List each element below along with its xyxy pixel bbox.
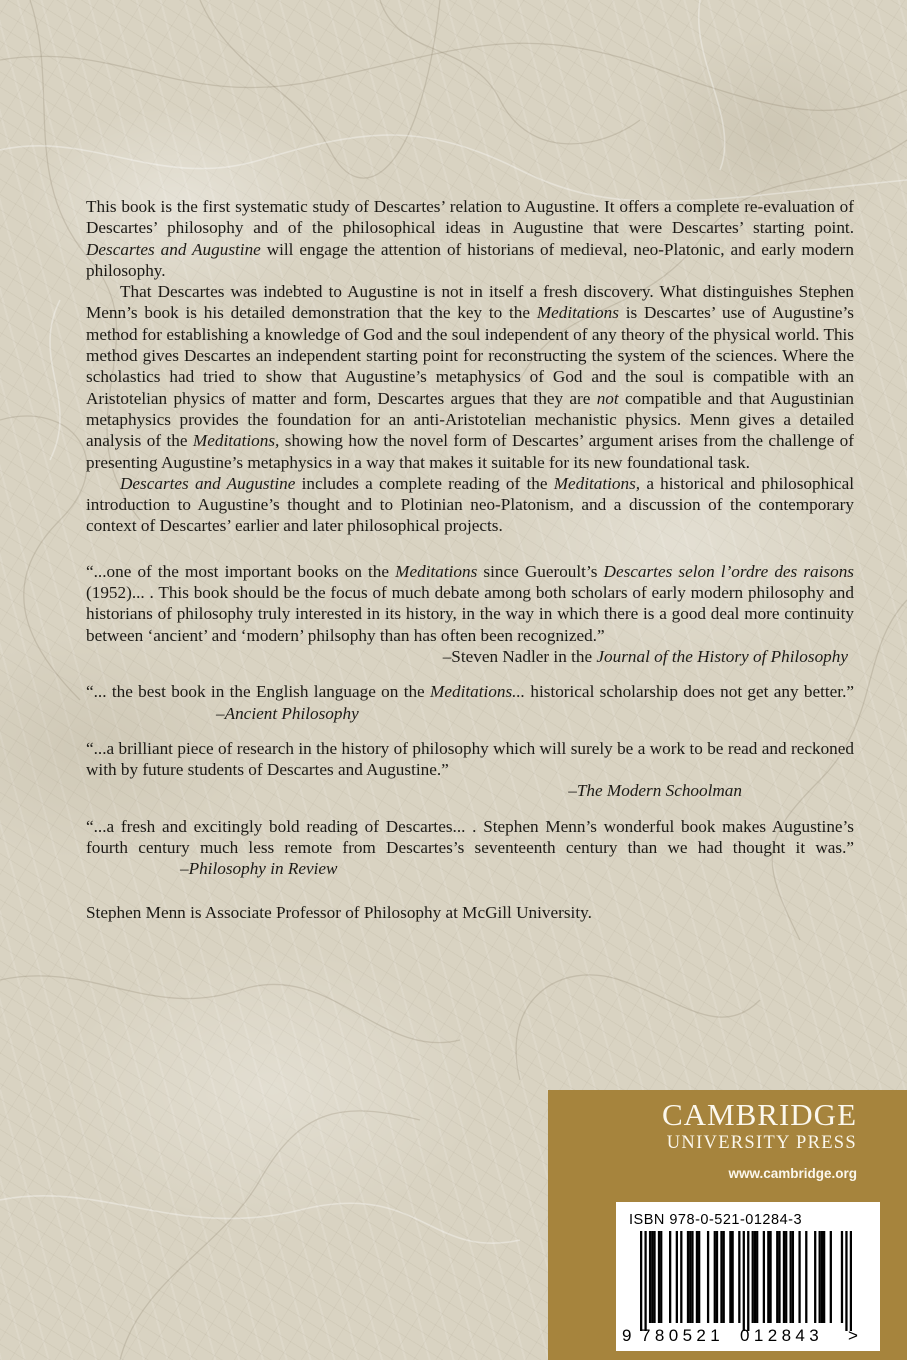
barcode-bar [738,1231,740,1323]
review-attribution: –Ancient Philosophy [216,703,359,723]
barcode-bar [756,1231,758,1323]
barcode-bar [707,1231,709,1323]
barcode-bar [640,1231,642,1331]
barcode-bar [689,1231,691,1323]
barcode-bar [830,1231,832,1323]
barcode-bar [763,1231,765,1323]
barcode-bar [723,1231,725,1323]
barcode-arrow: > [848,1326,858,1345]
barcode-bar [731,1231,733,1323]
review-quote: “...one of the most important books on the Meditations since Gueroult’s Descartes selon l’ordre des raisons (1952)... . This book should be the focus of much debate among both scholars of early modern philosophy and historians of philosophy truly interested in its history, in the way in which there is a good deal more continuity between ‘ancient’ and ‘modern’ philsophy than has often been recognized.” [86,561,854,645]
review-attribution: –Steven Nadler in the Journal of the History of Philosophy [442,646,848,666]
barcode-bar [814,1231,816,1323]
barcode-bar [653,1231,655,1323]
barcode-bar [850,1231,852,1331]
barcode [640,1231,852,1331]
isbn-label: ISBN 978-0-521-01284-3 [629,1212,803,1228]
barcode-bar [691,1231,693,1323]
barcode-bar [769,1231,771,1323]
barcode-bar [845,1231,847,1331]
review-3 [86,738,854,802]
barcode-bar [805,1231,807,1323]
barcode-bar [747,1231,749,1331]
barcode-bar [660,1231,662,1323]
description-paragraph-1: This book is the first systematic study of Descartes’ relation to Augustine. It offers a complete re-evaluation of Descartes’ philosophy and of the philosophical ideas in Augustine that were Descartes’ starting point. Descartes and Augustine will engage the attention of historians of medieval, neo-Platonic, and early modern philosophy. [86,197,854,280]
barcode-bar [649,1231,651,1323]
description-paragraph-3: Descartes and Augustine includes a complete reading of the Meditations, a historical and philosophical introduction to Augustine’s thought and to Plotinian neo-Platonism, and a discussion of the contemporary context of Descartes’ earlier and later philosophical projects. [86,473,854,536]
review-attribution: –The Modern Schoolman [568,781,742,801]
barcode-bar [823,1231,825,1323]
review-quote: “...a fresh and excitingly bold reading of Descartes... . Stephen Menn’s wonderful book makes Augustine’s fourth century much less remote from Descartes’s seventeenth century than we had thought it was.”–Philosophy in Review [86,816,854,879]
review-4 [86,816,854,880]
barcode-right-digits: 012843 [740,1326,824,1345]
barcode-bar [776,1231,778,1323]
barcode-bar [792,1231,794,1323]
barcode-bar [714,1231,716,1323]
barcode-bar [819,1231,821,1323]
barcode-bar [687,1231,689,1323]
barcode-bar [821,1231,823,1323]
review-attribution: –Philosophy in Review [180,859,338,879]
barcode-bar [669,1231,671,1323]
description-paragraph-2: That Descartes was indebted to Augustine is not in itself a fresh discovery. What distinguishes Stephen Menn’s book is his detailed demonstration that the key to the Meditations is Descartes’ use of Augustine’s method for establishing a knowledge of God and the soul independent of any theory of the physical world. This method gives Descartes an independent starting point for reconstructing the system of the sciences. Where the scholastics had tried to show that Augustine’s metaphysics of God and the soul is compatible with an Aristotelian physics of matter and form, Descartes argues that they are not compatible and that Augustinian metaphysics provides the foundation for an anti-Aristotelian mechanistic physics. Menn gives a detailed analysis of the Meditations, showing how the novel form of Descartes’ argument arises from the challenge of presenting Augustine’s metaphysics in a way that makes it suitable for its new foundational task. [86,282,854,472]
publisher-name: CAMBRIDGE [661,1097,857,1132]
isbn-barcode-box [616,1202,880,1351]
barcode-bar [698,1231,700,1323]
review-quote: “... the best book in the English language on the Meditations... historical scholarship does not get any better.”–Ancient Philosophy [86,682,855,723]
barcode-bar [790,1231,792,1323]
publisher-subtitle: UNIVERSITY PRESS [666,1133,857,1153]
author-bio: Stephen Menn is Associate Professor of Philosophy at McGill University. [86,902,592,922]
barcode-left-digits: 780521 [641,1326,725,1345]
barcode-bar [778,1231,780,1323]
barcode-bar [716,1231,718,1323]
back-cover-text [86,196,854,923]
review-1 [86,561,854,667]
publisher-logo [662,1098,857,1154]
barcode-bar [720,1231,722,1323]
barcode-first-digit: 9 [622,1326,632,1345]
barcode-bar [841,1231,843,1323]
barcode-bar [767,1231,769,1323]
barcode-bar [644,1231,646,1331]
barcode-bar [729,1231,731,1323]
review-quote: “...a brilliant piece of research in the history of philosophy which will surely be a work to be read and reckoned with by future students of Descartes and Augustine.” [86,738,854,780]
publisher-url: www.cambridge.org [728,1166,857,1181]
barcode-bar [752,1231,754,1323]
barcode-bar [754,1231,756,1323]
barcode-bar [743,1231,745,1331]
barcode-bar [680,1231,682,1323]
barcode-bar [798,1231,800,1323]
barcode-bar [696,1231,698,1323]
review-2 [86,681,854,724]
barcode-bar [785,1231,787,1323]
barcode-bar [651,1231,653,1323]
barcode-bar [676,1231,678,1323]
barcode-bar [658,1231,660,1323]
barcode-bar [783,1231,785,1323]
